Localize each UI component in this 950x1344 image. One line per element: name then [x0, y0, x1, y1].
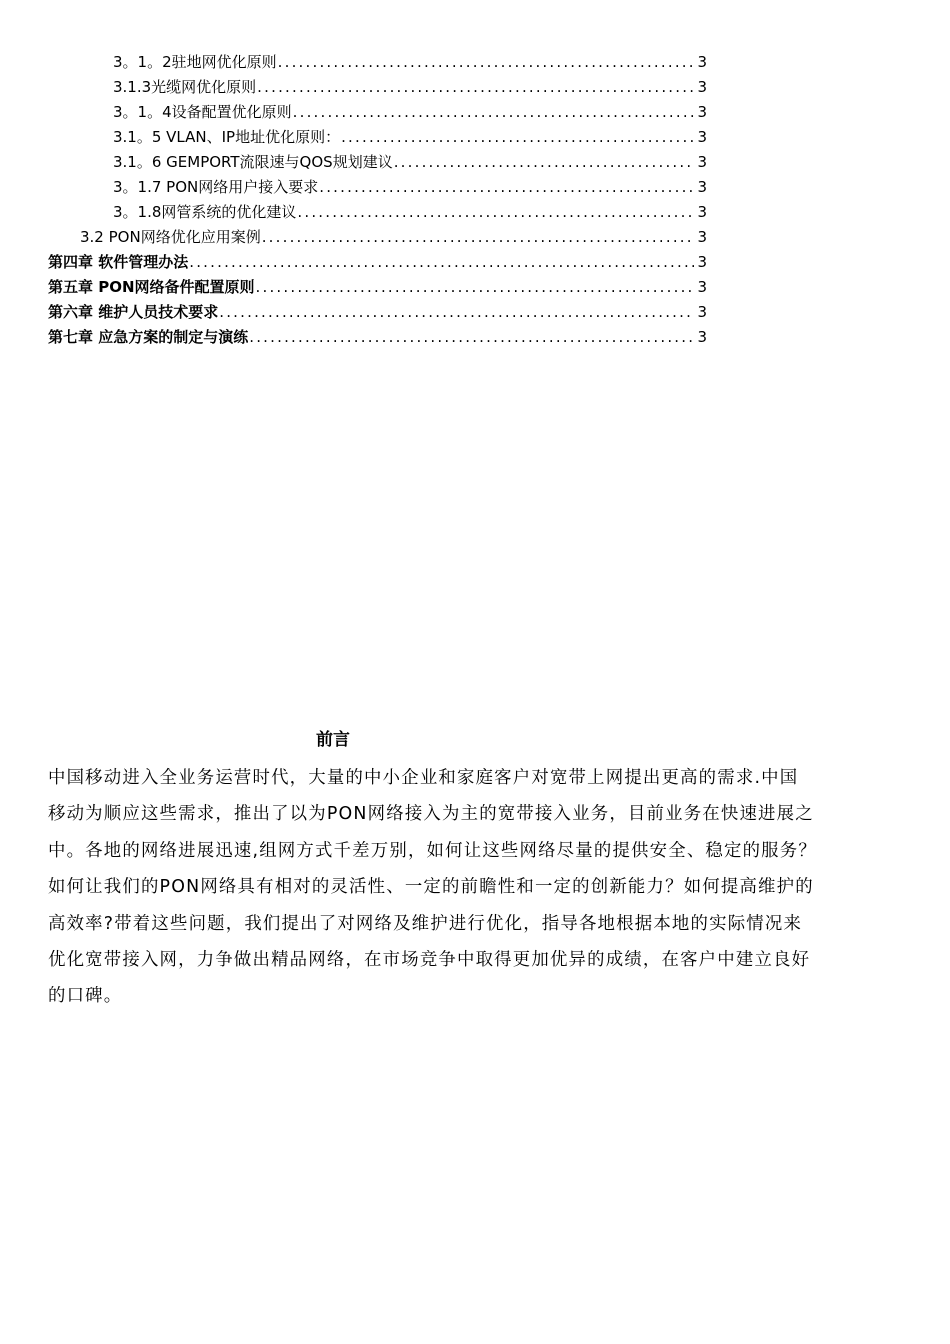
toc-leader-dots [261, 225, 695, 249]
toc-leader-dots [248, 325, 694, 349]
toc-leader-dots [255, 275, 695, 299]
toc-entry-chapter[interactable] [48, 300, 707, 324]
toc-entry-title: 第五章 PON网络备件配置原则 [48, 278, 255, 296]
toc-entry-page: 3 [697, 178, 707, 196]
toc-entry-page: 3 [697, 78, 707, 96]
toc-entry[interactable] [113, 75, 707, 99]
toc-entry-chapter[interactable] [48, 250, 707, 274]
toc-entry-page: 3 [697, 203, 707, 221]
toc-leader-dots [277, 50, 695, 74]
toc-leader-dots [188, 250, 694, 274]
toc-entry-page: 3 [697, 278, 707, 296]
toc-entry-chapter[interactable] [48, 325, 707, 349]
toc-entry[interactable] [113, 175, 707, 199]
preface-line: 的口碑。 [48, 986, 123, 1007]
toc-entry-title: 3。1.7 PON网络用户接入要求 [113, 178, 319, 196]
toc-entry-title: 3。1。2驻地网优化原则 [113, 53, 277, 71]
toc-entry-page: 3 [697, 103, 707, 121]
toc-entry-title: 3.1.3光缆网优化原则 [113, 78, 257, 96]
toc-entry-page: 3 [697, 328, 707, 346]
preface-paragraph [48, 760, 912, 1015]
toc-entry-page: 3 [697, 53, 707, 71]
toc-leader-dots [296, 200, 694, 224]
toc-entry-title: 3。1.8网管系统的优化建议 [113, 203, 297, 221]
toc-leader-dots [256, 75, 694, 99]
toc-entry-page: 3 [697, 153, 707, 171]
toc-entry[interactable] [113, 100, 707, 124]
preface-line: 中。各地的网络进展迅速,组网方式千差万别，如何让这些网络尽量的提供安全、稳定的服务？ [48, 840, 817, 861]
preface-line: 优化宽带接入网，力争做出精品网络，在市场竞争中取得更加优异的成绩，在客户中建立良好 [48, 950, 811, 971]
toc-entry-page: 3 [697, 228, 707, 246]
toc-leader-dots [218, 300, 694, 324]
preface-line: 移动为顺应这些需求，推出了以为PON网络接入为主的宽带接入业务，目前业务在快速进展之 [48, 804, 814, 825]
toc-leader-dots [393, 150, 695, 174]
toc-entry-page: 3 [697, 253, 707, 271]
toc-entry-title: 第七章 应急方案的制定与演练 [48, 328, 249, 346]
toc-entry[interactable] [113, 200, 707, 224]
toc-leader-dots [292, 100, 695, 124]
toc-entry-title: 3。1。4设备配置优化原则 [113, 103, 292, 121]
toc-entry-title: 3.1。6 GEMPORT流限速与QOS规划建议 [113, 153, 393, 171]
preface-heading: 前言 [316, 730, 350, 750]
toc-entry-page: 3 [697, 303, 707, 321]
preface-line: 高效率?带着这些问题，我们提出了对网络及维护进行优化，指导各地根据本地的实际情况来 [48, 913, 803, 934]
toc-entry-page: 3 [697, 128, 707, 146]
toc-leader-dots [318, 175, 694, 199]
toc-entry-chapter[interactable] [48, 275, 707, 299]
toc-entry[interactable] [113, 150, 707, 174]
toc-entry-title: 3.1。5 VLAN、IP地址优化原则： [113, 128, 341, 146]
toc-leader-dots [340, 125, 694, 149]
preface-line: 如何让我们的PON网络具有相对的灵活性、一定的前瞻性和一定的创新能力？如何提高维护的 [48, 877, 814, 898]
toc-entry-title: 3.2 PON网络优化应用案例 [80, 228, 261, 246]
toc-entry-title: 第六章 维护人员技术要求 [48, 303, 219, 321]
toc-entry[interactable] [113, 125, 707, 149]
toc-entry[interactable] [113, 50, 707, 74]
preface-line: 中国移动进入全业务运营时代，大量的中小企业和家庭客户对宽带上网提出更高的需求.中国 [48, 768, 799, 788]
toc-entry-title: 第四章 软件管理办法 [48, 253, 189, 271]
toc-entry[interactable] [80, 225, 707, 249]
